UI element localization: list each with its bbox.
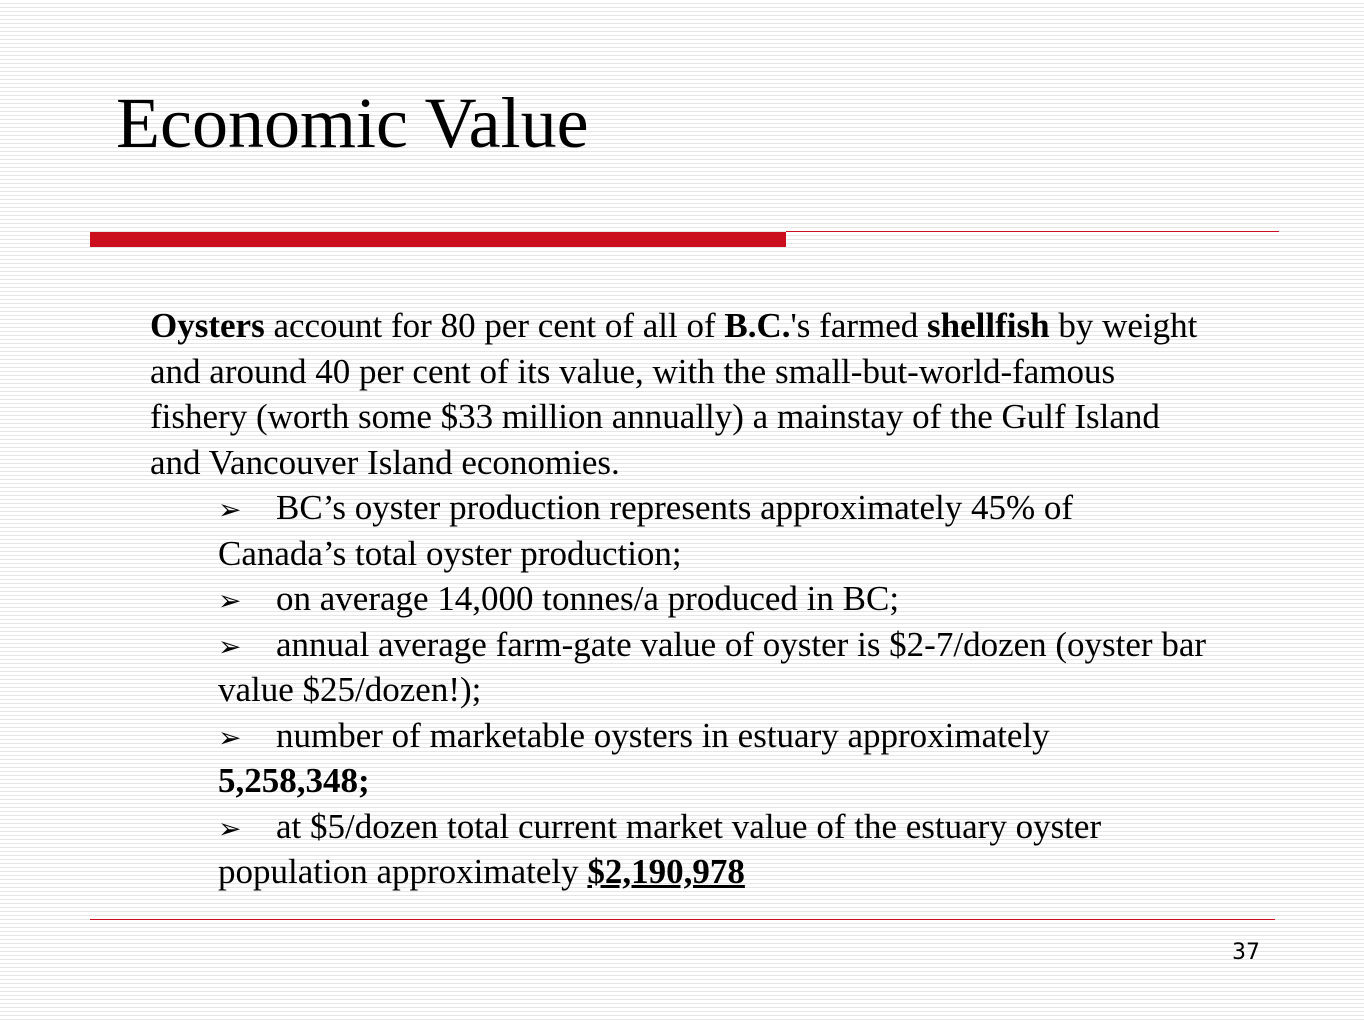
intro-bold-shellfish: shellfish xyxy=(927,306,1050,345)
arrow-bullet-icon: ➢ xyxy=(218,629,242,663)
slide-number: 37 xyxy=(1232,940,1260,965)
intro-text-3: by weight and around 40 per cent of its value, with the small-but-world-famous fishery (worth some $33 million annually) a mainstay of the Gulf Island and Vancouver Island economies. xyxy=(150,306,1198,482)
bullet-text: at $5/dozen total current market value of the estuary oyster population approximately xyxy=(218,806,1102,891)
slide-title: Economic Value xyxy=(116,83,589,163)
intro-bold-oysters: Oysters xyxy=(150,306,265,345)
bullet-text: BC’s oyster production represents approximately 45% of Canada’s total oyster production; xyxy=(218,488,1074,573)
market-value-amount: $2,190,978 xyxy=(587,852,745,891)
bullet-item xyxy=(218,485,1210,576)
intro-paragraph xyxy=(150,303,1210,485)
bullet-list xyxy=(150,485,1210,895)
bullet-text: on average 14,000 tonnes/a produced in BC; xyxy=(276,579,900,618)
oyster-count-value: 5,258,348; xyxy=(218,761,370,800)
bullet-text: number of marketable oysters in estuary approximately xyxy=(276,715,1050,755)
bullet-item xyxy=(218,804,1210,895)
arrow-bullet-icon: ➢ xyxy=(218,720,242,754)
bullet-text: annual average farm-gate value of oyster is $2-7/dozen (oyster bar value $25/dozen!); xyxy=(218,624,1207,709)
slide-body xyxy=(150,303,1210,895)
title-underline-rule xyxy=(786,231,1279,232)
arrow-bullet-icon: ➢ xyxy=(218,811,242,845)
arrow-bullet-icon: ➢ xyxy=(218,493,242,526)
footer-rule xyxy=(90,919,1275,920)
title-underline-bar xyxy=(90,232,786,247)
intro-text-1: account for 80 per cent of all of xyxy=(264,306,725,345)
bullet-item xyxy=(218,713,1210,804)
intro-text-2: 's farmed xyxy=(790,306,928,345)
arrow-bullet-icon: ➢ xyxy=(218,584,242,617)
bullet-item xyxy=(218,622,1210,713)
bullet-item xyxy=(218,576,1210,622)
intro-bold-bc: B.C. xyxy=(724,306,791,345)
